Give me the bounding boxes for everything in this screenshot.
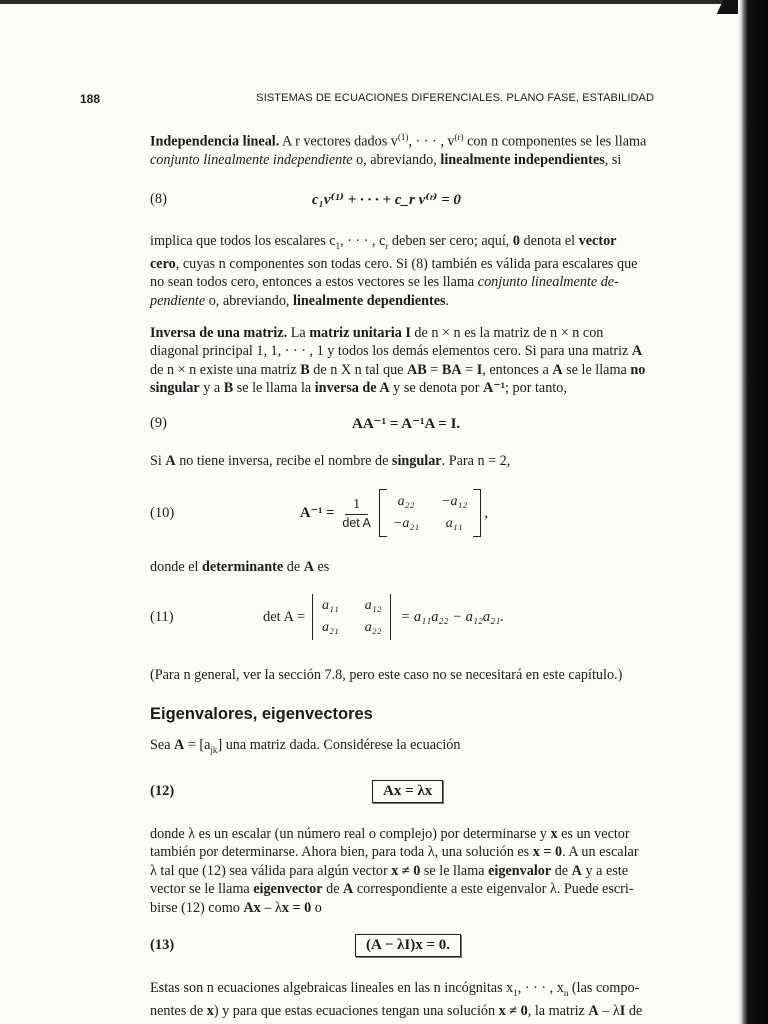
- text-span: I: [619, 1003, 626, 1020]
- subscript: 1: [513, 987, 518, 998]
- text-span: y a este: [581, 862, 628, 879]
- text-span: x: [550, 826, 558, 843]
- term-no-singular: no: [630, 361, 646, 378]
- page-number: 188: [80, 92, 101, 106]
- left-determinant-bar: [312, 594, 313, 640]
- scan-top-edge: [0, 0, 740, 4]
- determinant-entries: [316, 598, 387, 636]
- matrix-entry: a₁₁: [322, 598, 339, 614]
- text-span: x = 0: [532, 844, 563, 861]
- text-span: . A un escalar: [562, 844, 639, 861]
- text-span: vector se le llama: [150, 881, 254, 898]
- paragraph-singular: [150, 452, 664, 470]
- term-inversa-de-una-matriz: Inversa de una matriz.: [150, 325, 288, 341]
- text-span: de n × n es la matriz de n × n con: [410, 325, 604, 341]
- text-span: =: [426, 361, 442, 378]
- text-span: , · · · , x: [517, 980, 564, 997]
- text-span: también por determinarse. Ahora bien, para toda λ, una solución es: [150, 844, 533, 861]
- text-span: y a: [199, 380, 224, 397]
- superscript: (1): [397, 132, 409, 142]
- text-span: correspondiente a este eigenvalor λ. Puede escri-: [353, 881, 634, 898]
- equation-lhs: A⁻¹ =: [300, 505, 335, 522]
- equation-9: [80, 404, 664, 444]
- boxed-equation: Ax = λx: [372, 780, 443, 803]
- term-eigenvalor: eigenvalor: [488, 862, 552, 879]
- text-span: de: [283, 559, 304, 576]
- equation-number: (9): [150, 415, 167, 432]
- text-span: Estas son n ecuaciones algebraicas lineales en las n incógnitas x: [150, 980, 514, 997]
- text-span: x ≠ 0: [498, 1003, 528, 1020]
- paragraph-eigenvalor: [150, 825, 722, 917]
- text-span: – λ: [598, 1003, 620, 1020]
- text-span: A r vectores dados v: [279, 133, 398, 150]
- text-span: de: [551, 862, 572, 879]
- fraction-numerator: 1: [345, 497, 368, 515]
- paragraph-para-n-general: [150, 666, 664, 684]
- equation-body: AA⁻¹ = A⁻¹A = I.: [352, 416, 461, 433]
- text-span: = [a: [184, 736, 211, 753]
- text-span: birse (12) como: [150, 899, 244, 916]
- text-span: , · · · , c: [340, 232, 386, 249]
- text-span: de n X n tal que: [309, 361, 408, 378]
- term-independencia-lineal: Independencia lineal.: [150, 133, 280, 150]
- text-span: . Para n = 2,: [441, 452, 511, 469]
- paragraph-sea-A: [150, 736, 664, 759]
- equation-13: [80, 923, 664, 967]
- term-vector: vector: [578, 232, 617, 249]
- text-span: A: [343, 881, 354, 898]
- matrix-entry: a₁₂: [364, 598, 382, 614]
- right-determinant-bar: [390, 594, 391, 640]
- text-span: I: [476, 361, 483, 378]
- text-span: , entonces a: [482, 361, 553, 378]
- text-span: A: [588, 1003, 599, 1020]
- book-binding-shadow: [738, 0, 768, 1024]
- equation-tail: ,: [484, 504, 489, 522]
- text-span: implica que todos los escalares c: [150, 232, 336, 249]
- equation-body: [300, 489, 488, 537]
- text-span: o, abreviando,: [352, 152, 441, 169]
- text-span: (las compo-: [568, 980, 640, 997]
- text-span: – λ: [260, 899, 282, 916]
- equation-rhs: = a₁₁a₂₂ − a₁₂a₂₁.: [400, 608, 504, 625]
- text-span: y se denota por: [389, 380, 484, 397]
- equation-12: [80, 769, 664, 813]
- text-span: donde el: [150, 559, 203, 576]
- term-conjunto-dependiente: conjunto linealmente de-: [477, 274, 619, 291]
- text-span: A: [631, 343, 643, 360]
- term-inversa-de-A: inversa de A: [314, 380, 390, 397]
- text-span: x: [206, 1003, 214, 1020]
- term-linealmente-dependientes: linealmente dependientes: [293, 292, 446, 309]
- equation-number: (13): [150, 936, 175, 953]
- paragraph-inversa-matriz: [150, 324, 720, 398]
- text-span: x ≠ 0: [391, 862, 421, 879]
- text-span: se le llama la: [233, 380, 315, 397]
- text-span: deben ser cero; aquí,: [388, 232, 513, 249]
- page-header: [80, 88, 664, 110]
- equation-lhs: det A =: [263, 608, 306, 625]
- subscript: jk: [210, 744, 218, 755]
- text-span: .: [445, 292, 450, 309]
- equation-number: (12): [150, 782, 175, 799]
- superscript: (r): [454, 132, 464, 142]
- matrix-entry: a₂₂: [397, 494, 415, 510]
- text-span: BA: [441, 361, 462, 378]
- paragraph-escalares: [150, 232, 720, 310]
- text-span: x = 0: [281, 899, 312, 916]
- matrix-entry: a₂₂: [364, 620, 382, 636]
- text-span: ) y para que estas ecuaciones tengan una solución: [213, 1003, 499, 1020]
- text-span: nentes de: [150, 1003, 207, 1020]
- subscript: 1: [335, 240, 341, 251]
- text-span: o, abreviando,: [205, 292, 294, 309]
- term-matriz-unitaria: matriz unitaria I: [309, 325, 411, 341]
- fraction: [342, 497, 371, 530]
- text-span: no sean todos cero, entonces a estos vectores se les llama: [150, 274, 478, 291]
- text-span: Ax: [243, 899, 261, 916]
- term-eigenvector: eigenvector: [253, 881, 323, 898]
- equation-number: (10): [150, 504, 175, 521]
- term-cero: cero: [150, 255, 176, 272]
- text-span: pendiente: [150, 292, 206, 309]
- text-span: 0: [512, 232, 520, 249]
- text-span: La: [287, 325, 310, 341]
- text-span: Sea: [150, 736, 175, 753]
- text-span: de: [322, 881, 344, 898]
- term-determinante: determinante: [202, 559, 284, 576]
- equation-8: [80, 178, 664, 222]
- text-span: diagonal principal 1, 1, · · · , 1 y todos los demás elementos cero. Si para una matriz: [150, 343, 632, 360]
- text-span: se le llama: [562, 361, 631, 378]
- term-linealmente-independientes: linealmente independientes: [440, 152, 605, 169]
- text-span: A: [174, 736, 185, 753]
- section-title: Eigenvalores, eigenvectores: [150, 704, 373, 723]
- paragraph-independencia-lineal: [150, 128, 720, 170]
- text-span: es: [313, 559, 330, 576]
- equation-number: (8): [150, 191, 167, 208]
- text-span: B: [300, 361, 310, 378]
- subscript: r: [385, 240, 389, 251]
- equation-11: [80, 582, 664, 652]
- text-span: donde λ es un escalar (un número real o complejo) por determinarse y: [150, 826, 551, 843]
- text-span: B: [223, 380, 234, 397]
- text-span: , cuyas n componentes son todas cero. Si (8) también es válida para escalares que: [175, 255, 638, 272]
- term-conjunto-independiente: conjunto linealmente independiente: [150, 152, 353, 169]
- equation-10: [80, 480, 664, 546]
- text-span: de n × n existe una matriz: [150, 361, 301, 378]
- left-bracket: [379, 489, 387, 537]
- text-span: A: [165, 452, 176, 469]
- text-span: λ tal que (12) sea válida para algún vector: [150, 862, 392, 879]
- term-singular-2: singular: [391, 452, 442, 469]
- matrix-entry: a₁₁: [445, 516, 463, 532]
- right-bracket: [473, 489, 481, 537]
- paragraph-determinante: [150, 558, 664, 576]
- equation-body: c₁v⁽¹⁾ + · · · + c_r v⁽ʳ⁾ = 0: [312, 192, 461, 209]
- text-span: , la matriz: [527, 1003, 589, 1020]
- subscript: n: [563, 987, 569, 998]
- text-span: (Para n general, ver la sección 7.8, pero este caso no se necesitará en este capítulo.): [150, 667, 623, 684]
- text-span: ; por tanto,: [505, 380, 567, 397]
- text-span: denota el: [519, 232, 579, 249]
- text-span: A⁻¹: [483, 380, 506, 397]
- text-span: Si: [150, 452, 166, 469]
- text-span: , si: [604, 152, 622, 169]
- term-singular: singular: [150, 380, 200, 397]
- text-span: con n componentes se les llama: [463, 133, 647, 150]
- matrix-entry: −a₁₂: [441, 494, 468, 510]
- text-span: A: [571, 862, 582, 879]
- text-span: A: [552, 361, 563, 378]
- book-page: [80, 88, 664, 1021]
- text-span: ] una matriz dada. Considérese la ecuación: [217, 736, 461, 753]
- paragraph-ecuaciones-algebraicas: [150, 979, 722, 1021]
- text-span: A: [303, 559, 314, 576]
- running-header: SISTEMAS DE ECUACIONES DIFERENCIALES. PLANO FASE, ESTABILIDAD: [256, 92, 654, 104]
- text-span: o: [311, 899, 322, 916]
- text-span: de: [625, 1003, 643, 1020]
- fraction-denominator: det A: [342, 515, 371, 530]
- text-span: AB: [407, 361, 427, 378]
- text-span: es un vector: [557, 826, 630, 843]
- matrix-entry: −a₂₁: [392, 516, 420, 532]
- matrix-entries: [387, 494, 473, 532]
- matrix-entry: a₂₁: [322, 620, 339, 636]
- text-span: se le llama: [420, 862, 489, 879]
- text-span: no tiene inversa, recibe el nombre de: [175, 452, 392, 469]
- inverse-matrix: [379, 489, 481, 537]
- text-span: =: [461, 361, 477, 378]
- text-span: , · · · , v: [408, 133, 455, 150]
- equation-number: (11): [150, 608, 174, 625]
- equation-body: [263, 594, 504, 640]
- boxed-equation: (A − λI)x = 0.: [355, 934, 461, 957]
